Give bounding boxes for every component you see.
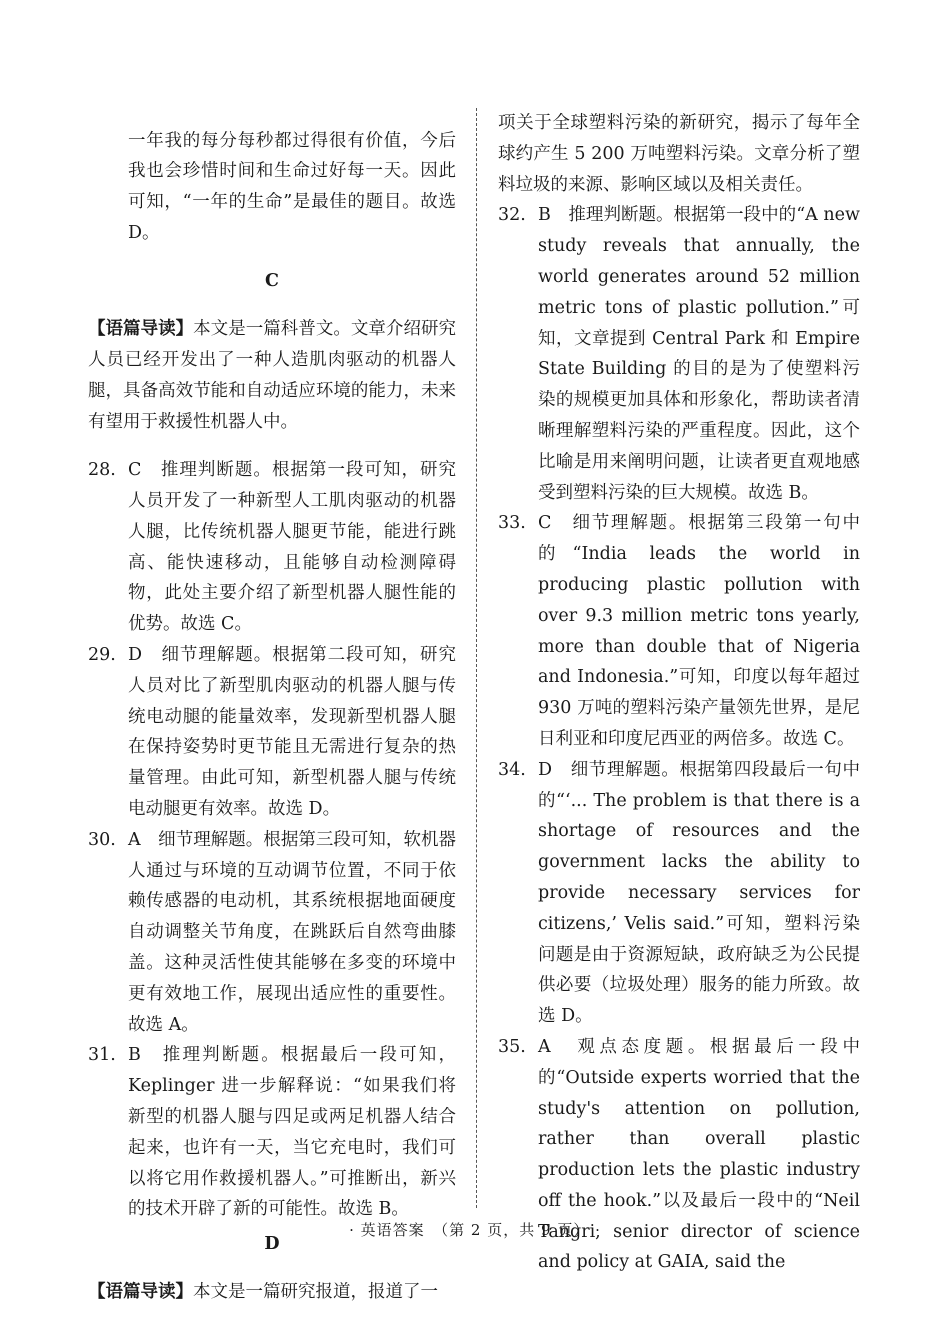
column-divider bbox=[476, 108, 477, 1208]
page-footer: · 英语答案 （第 2 页，共 9 页） · bbox=[349, 1221, 601, 1239]
answer-item-30 bbox=[88, 825, 456, 1041]
answer-item-29 bbox=[88, 640, 456, 825]
item-number: 30. bbox=[88, 829, 116, 850]
continuation-text: 项关于全球塑料污染的新研究，揭示了每年全球约产生 5 200 万吨塑料污染。文章分析了塑料垃圾的来源、影响区域以及相关责任。 bbox=[498, 113, 860, 195]
reading-guide-d bbox=[88, 1277, 456, 1308]
item-number: 34. bbox=[498, 759, 526, 780]
item-text: C 细节理解题。根据第三段第一句中的“India leads the world in producing plastic pollution with over 9.3 million metric tons yearly, more than double that of Nigeria and Indonesia.”可知，印度以每年超过 930 万吨的塑料污染产量领先世界，是尼日利亚和印度尼西亚的两倍多。故选 C。 bbox=[538, 513, 860, 749]
item-number: 31. bbox=[88, 1045, 116, 1066]
guide-label: 【语篇导读】 bbox=[88, 1282, 193, 1303]
item-text: D 细节理解题。根据第四段最后一句中的“‘... The problem is that there is a shortage of resources and the government lacks the ability to provide necessary services for citizens,’ Velis said.”可知，塑料污染问题是由于资源短缺，政府缺乏为公民提供必要（垃圾处理）服务的能力所致。故选 D。 bbox=[538, 759, 860, 1027]
answer-item-32 bbox=[498, 200, 860, 508]
item-text: B 推理判断题。根据最后一段可知，Keplinger 进一步解释说：“如果我们将新型的机器人腿与四足或两足机器人结合起来，也许有一天，当它充电时，我们可以将它用作救援机器人。”可推断出，新兴的技术开辟了新的可能性。故选 B。 bbox=[128, 1045, 456, 1220]
item-number: 29. bbox=[88, 644, 116, 665]
item-text: D 细节理解题。根据第二段可知，研究人员对比了新型肌肉驱动的机器人腿与传统电动腿的能量效率，发现新型机器人腿在保持姿势时更节能且无需进行复杂的热量管理。由此可知，新型机器人腿与传统电动腿更有效率。故选 D。 bbox=[128, 644, 456, 819]
item-text: A 观点态度题。根据最后一段中的“Outside experts worried that the study's attention on pollution, rather than overall plastic production lets the plastic industry off the hook.”以及最后一段中的“Neil Tangri, senior director of science and policy at GAIA, said the bbox=[538, 1036, 860, 1273]
item-text: C 推理判断题。根据第一段可知，研究人员开发了一种新型人工肌肉驱动的机器人腿，比传统机器人腿更节能，能进行跳高、能快速移动，且能够自动检测障碍物，此处主要介绍了新型机器人腿性能的优势。故选 C。 bbox=[128, 460, 456, 635]
left-column bbox=[88, 108, 456, 1326]
guide-label: 【语篇导读】 bbox=[88, 319, 194, 340]
guide-text: 本文是一篇研究报道，报道了一 bbox=[193, 1282, 438, 1303]
item-number: 33. bbox=[498, 513, 526, 534]
item-text: B 推理判断题。根据第一段中的“A new study reveals that annually, the world generates around 52 million metric tons of plastic pollution.”可知，文章提到 Central Park 和 Empire State Building 的目的是为了使塑料污染的规模更加具体和形象化，帮助读者清晰理解塑料污染的严重程度。因此，这个比喻是用来阐明问题，让读者更直观地感受到塑料污染的巨大规模。故选 B。 bbox=[538, 205, 860, 503]
answer-item-28 bbox=[88, 455, 456, 640]
item-text: A 细节理解题。根据第三段可知，软机器人通过与环境的互动调节位置，不同于依赖传感器的电动机，其系统根据地面硬度自动调整关节角度，在跳跃后自然弯曲膝盖。这种灵活性使其能够在多变的环境中更有效地工作，展现出适应性的重要性。故选 A。 bbox=[128, 829, 456, 1035]
answer-item-31 bbox=[88, 1040, 456, 1225]
item-number: 28. bbox=[88, 460, 116, 481]
section-heading-c: C bbox=[265, 271, 279, 292]
right-column bbox=[498, 108, 860, 1278]
item-number: 32. bbox=[498, 205, 526, 226]
guide-text: 本文是一篇科普文。文章介绍研究人员已经开发出了一种人造肌肉驱动的机器人腿，具备高效节能和自动适应环境的能力，未来有望用于救援性机器人中。 bbox=[88, 319, 457, 432]
answer-item-34 bbox=[498, 755, 860, 1032]
answer-item-35 bbox=[498, 1032, 860, 1278]
continuation-text: 一年我的每分每秒都过得很有价值，今后我也会珍惜时间和生命过好每一天。因此可知，“一年的生命”是最佳的题目。故选 D。 bbox=[128, 130, 456, 243]
section-heading-d: D bbox=[264, 1234, 280, 1255]
reading-guide-c bbox=[88, 314, 456, 437]
item-number: 35. bbox=[498, 1036, 526, 1057]
answer-item-33 bbox=[498, 508, 860, 754]
